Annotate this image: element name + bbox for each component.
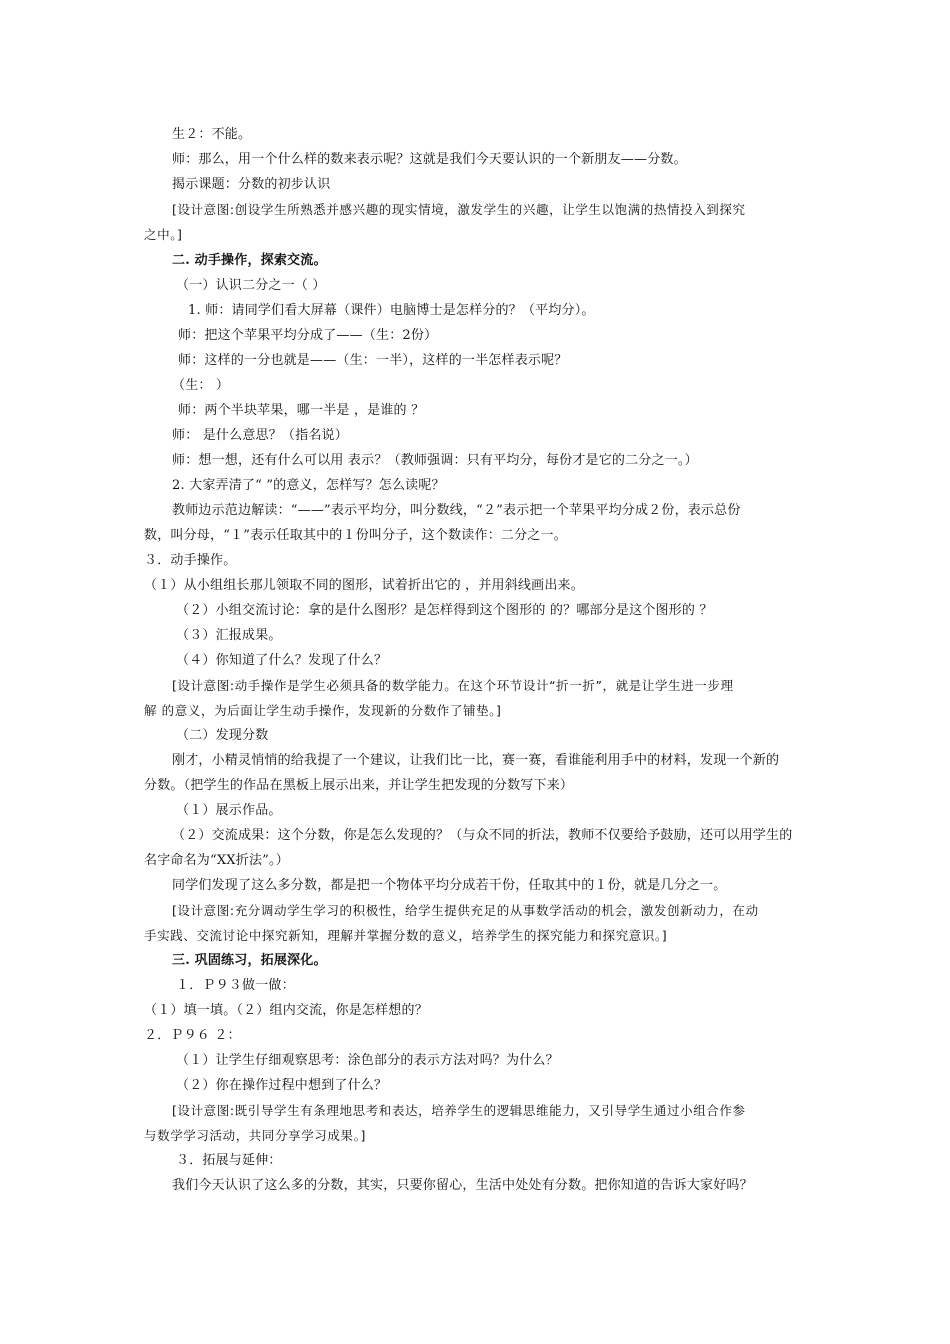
text-line: 2. 大家弄清了“ ”的意义，怎样写？怎么读呢？ bbox=[172, 478, 445, 493]
text-line: 师：把这个苹果平均分成了——（生：2份） bbox=[178, 328, 438, 343]
text-line: ３．动手操作。 bbox=[144, 553, 237, 568]
text-line: （１）填一填。（２）组内交流，你是怎样想的？ bbox=[144, 1003, 428, 1018]
text-line: （２）交流成果：这个分数，你是怎么发现的？（与众不同的折法，教师不仅要给予鼓励，还可以用学生的 bbox=[172, 828, 793, 843]
design-intent-line: 解 的意义，为后面让学生动手操作，发现新的分数作了铺垫。] bbox=[144, 703, 502, 718]
text-line: （１）展示作品。 bbox=[176, 803, 282, 818]
text-line: 师：这样的一分也就是——（生：一半），这样的一半怎样表示呢？ bbox=[178, 353, 568, 368]
text-line: 我们今天认识了这么多的分数，其实，只要你留心，生活中处处有分数。把你知道的告诉大家好吗？ bbox=[172, 1178, 753, 1193]
text-line: （１）从小组组长那儿领取不同的图形，试着折出它的 ，并用斜线画出来。 bbox=[144, 578, 584, 593]
text-line: ３．拓展与延伸： bbox=[176, 1153, 282, 1168]
subsection-heading: （二）发现分数 bbox=[176, 728, 269, 743]
text-line: 师：想一想，还有什么可以用 表示？（教师强调：只有平均分，每份才是它的二分之一。） bbox=[172, 453, 698, 468]
text-line: 数，叫分母，“１”表示任取其中的１份叫分子，这个数读作：二分之一。 bbox=[144, 528, 567, 543]
text-line: 师： 是什么意思？（指名说） bbox=[172, 428, 348, 443]
text-line: （３）汇报成果。 bbox=[176, 628, 282, 643]
design-intent-line: [设计意图:充分调动学生学习的积极性，给学生提供充足的从事数学活动的机会，激发创新动力，在动 bbox=[172, 903, 759, 918]
text-line: 刚才，小精灵悄悄的给我提了一个建议，让我们比一比，赛一赛，看谁能利用手中的材料，发现一个新的 bbox=[172, 753, 780, 768]
text-line: ２．Ｐ９６ ２： bbox=[144, 1028, 241, 1043]
design-intent-line: [设计意图:既引导学生有条理地思考和表达，培养学生的逻辑思维能力，又引导学生通过小组合作参 bbox=[172, 1103, 746, 1118]
design-intent-line: 与数学学习活动，共同分享学习成果。] bbox=[144, 1128, 366, 1143]
text-line: 教师边示范边解读：“——”表示平均分，叫分数线，“２”表示把一个苹果平均分成２份，表示总份 bbox=[172, 503, 741, 518]
text-line: １．Ｐ９３做一做： bbox=[176, 978, 295, 993]
text-line: 名字命名为“XX折法”。） bbox=[144, 853, 289, 868]
subsection-heading: （一）认识二分之一（ ） bbox=[176, 278, 326, 293]
text-line: （１）让学生仔细观察思考：涂色部分的表示方法对吗？为什么？ bbox=[176, 1053, 559, 1068]
section-heading: 二. 动手操作，探索交流。 bbox=[172, 253, 327, 268]
design-intent-line: 手实践、交流讨论中探究新知，理解并掌握分数的意义，培养学生的探究能力和探究意识。] bbox=[144, 928, 668, 943]
text-line: （４）你知道了什么？发现了什么？ bbox=[176, 653, 388, 668]
text-line: 生２：不能。 bbox=[172, 127, 252, 142]
text-line: 分数。（把学生的作品在黑板上展示出来，并让学生把发现的分数写下来） bbox=[144, 778, 574, 793]
text-line: 师：两个半块苹果，哪一半是 ，是谁的 ？ bbox=[178, 403, 425, 418]
design-intent-line: 之中。] bbox=[144, 227, 183, 242]
section-heading: 三. 巩固练习，拓展深化。 bbox=[172, 953, 327, 968]
design-intent-line: [设计意图:动手操作是学生必须具备的数学能力。在这个环节设计“折一折”，就是让学生进一步理 bbox=[172, 678, 734, 693]
text-line: （２）小组交流讨论：拿的是什么图形？是怎样得到这个图形的 的？哪部分是这个图形的 ？ bbox=[176, 603, 713, 618]
text-line: （２）你在操作过程中想到了什么？ bbox=[176, 1078, 388, 1093]
text-line: （生： ） bbox=[172, 378, 230, 393]
design-intent-line: [设计意图:创设学生所熟悉并感兴趣的现实情境，激发学生的兴趣，让学生以饱满的热情投入到探究 bbox=[172, 202, 746, 217]
text-line: 师：那么，用一个什么样的数来表示呢？这就是我们今天要认识的一个新朋友——分数。 bbox=[172, 152, 687, 167]
text-line: 揭示课题：分数的初步认识 bbox=[172, 177, 331, 192]
text-line: 1. 师：请同学们看大屏幕（课件）电脑博士是怎样分的？（平均分）。 bbox=[188, 303, 595, 318]
text-line: 同学们发现了这么多分数，都是把一个物体平均分成若干份，任取其中的１份，就是几分之一。 bbox=[172, 878, 727, 893]
